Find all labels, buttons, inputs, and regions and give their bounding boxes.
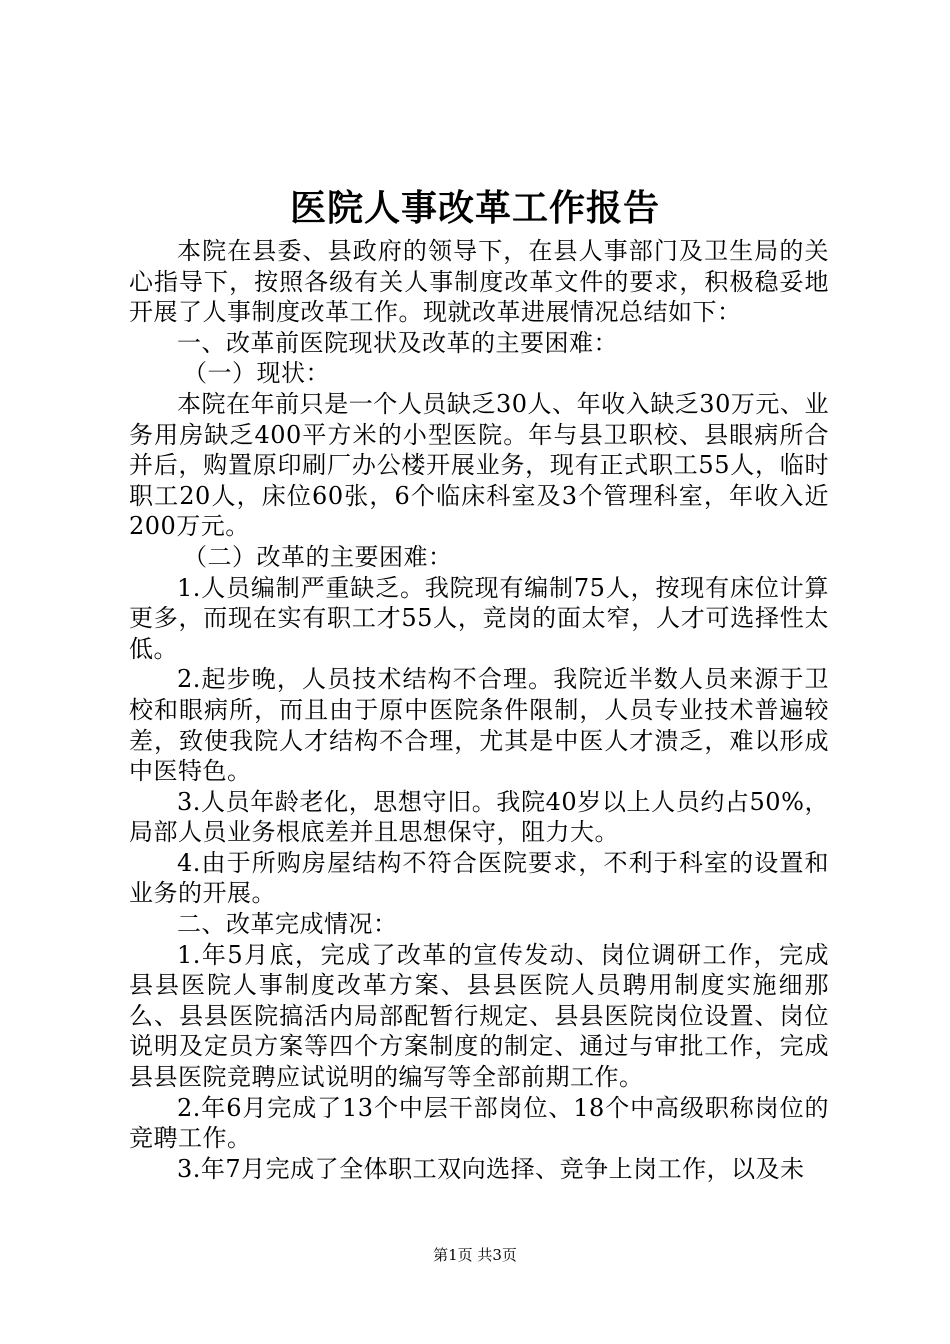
paragraph-completion-2: 2.年6月完成了13个中层干部岗位、18个中高级职称岗位的竞聘工作。 bbox=[129, 1093, 829, 1153]
paragraph-status: 本院在年前只是一个人员缺乏30人、年收入缺乏30万元、业务用房缺乏400平方米的小型医院。年与县卫职校、县眼病所合并后，购置原印刷厂办公楼开展业务，现有正式职工55人，临时职工20人，床位60张，6个临床科室及3个管理科室，年收入近200万元。 bbox=[129, 389, 829, 541]
document-title: 医院人事改革工作报告 bbox=[289, 187, 660, 229]
paragraph-completion-1: 1.年5月底，完成了改革的宣传发动、岗位调研工作，完成县县医院人事制度改革方案、县县医院人员聘用制度实施细那么、县县医院搞活内局部配暂行规定、县县医院岗位设置、岗位说明及定员方案等四个方案制度的制定、通过与审批工作，完成县县医院竞聘应试说明的编写等全部前期工作。 bbox=[129, 940, 829, 1092]
paragraph-difficulty-4: 4.由于所购房屋结构不符合医院要求，不利于科室的设置和业务的开展。 bbox=[129, 848, 829, 908]
paragraph-difficulty-1: 1.人员编制严重缺乏。我院现有编制75人，按现有床位计算更多，而现在实有职工才55人，竞岗的面太窄，人才可选择性太低。 bbox=[129, 573, 829, 663]
document-body bbox=[129, 236, 829, 1184]
paragraph-completion-3: 3.年7月完成了全体职工双向选择、竞争上岗工作，以及未 bbox=[177, 1154, 805, 1183]
subsection-heading-difficulties: （二）改革的主要困难： bbox=[183, 542, 453, 571]
paragraph-difficulty-2: 2.起步晚，人员技术结构不合理。我院近半数人员来源于卫校和眼病所，而且由于原中医院条件限制，人员专业技术普遍较差，致使我院人才结构不合理，尤其是中医人才溃乏，难以形成中医特色。 bbox=[129, 665, 829, 786]
section-heading-1: 一、改革前医院现状及改革的主要困难： bbox=[177, 328, 618, 357]
section-heading-2: 二、改革完成情况： bbox=[177, 910, 398, 939]
paragraph-difficulty-3: 3.人员年龄老化，思想守旧。我院40岁以上人员约占50%，局部人员业务根底差并且思想保守，阻力大。 bbox=[129, 787, 829, 847]
page-footer: 第1页 共3页 bbox=[433, 1246, 517, 1264]
subsection-heading-status: （一）现状： bbox=[183, 359, 330, 388]
paragraph-intro: 本院在县委、县政府的领导下，在县人事部门及卫生局的关心指导下，按照各级有关人事制度改革文件的要求，积极稳妥地开展了人事制度改革工作。现就改革进展情况总结如下： bbox=[129, 237, 829, 327]
